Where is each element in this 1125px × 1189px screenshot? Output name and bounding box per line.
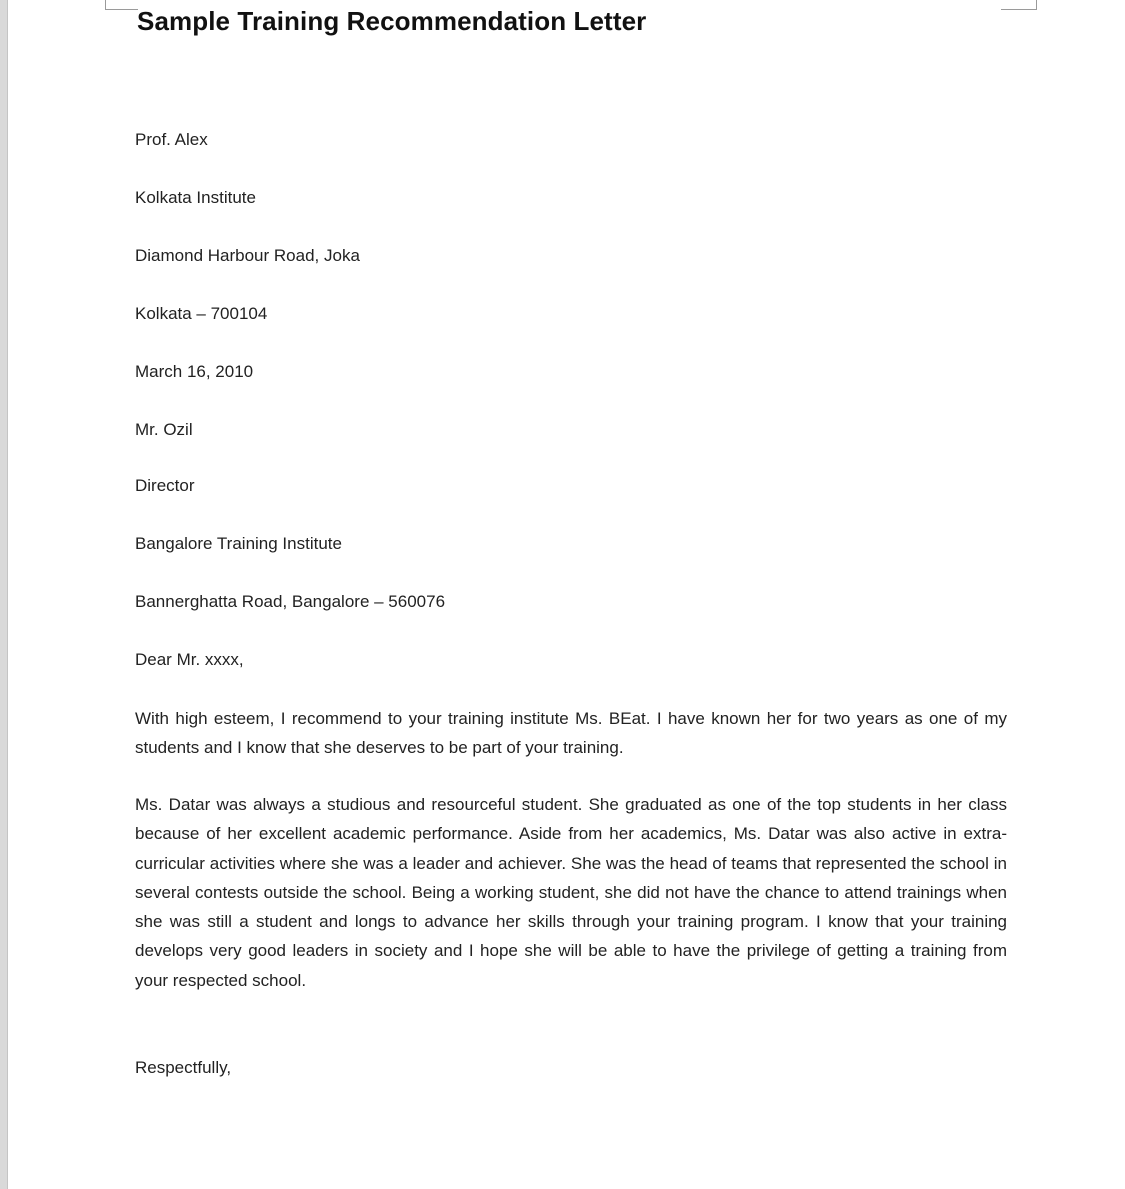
closing: Respectfully, xyxy=(135,1058,232,1077)
recipient-role: Director xyxy=(135,476,195,495)
body-paragraph-1: With high esteem, I recommend to your training institute Ms. BEat. I have known her for two years as one of my students and I know that she deserves to be part of your training. xyxy=(135,709,1007,758)
recipient-institution: Bangalore Training Institute xyxy=(135,534,342,553)
body-paragraph-2: Ms. Datar was always a studious and resourceful student. She graduated as one of the top students in her class because of her excellent academic performance. Aside from her academics, Ms. Datar was also active in extra-curricular activities where she was a leader and achiever. She was the head of teams that represented the school in several contests outside the school. Being a working student, she did not have the chance to attend trainings when she was still a student and longs to advance her skills through your training program. I know that your training develops very good leaders in society and I hope she will be able to have the privilege of getting a training from your respected school. xyxy=(135,795,1007,990)
sender-street: Diamond Harbour Road, Joka xyxy=(135,246,360,265)
sender-city: Kolkata – 700104 xyxy=(135,304,268,323)
recipient-address: Bannerghatta Road, Bangalore – 560076 xyxy=(135,592,446,611)
letter-date: March 16, 2010 xyxy=(135,362,254,381)
margin-crop-mark-left xyxy=(105,0,138,10)
page-edge xyxy=(0,0,8,1189)
salutation: Dear Mr. xxxx, xyxy=(135,650,244,669)
sender-name: Prof. Alex xyxy=(135,130,208,149)
letter-title: Sample Training Recommendation Letter xyxy=(137,6,647,36)
recipient-name: Mr. Ozil xyxy=(135,420,193,439)
sender-institution: Kolkata Institute xyxy=(135,188,256,207)
margin-crop-mark-right xyxy=(1001,0,1037,10)
